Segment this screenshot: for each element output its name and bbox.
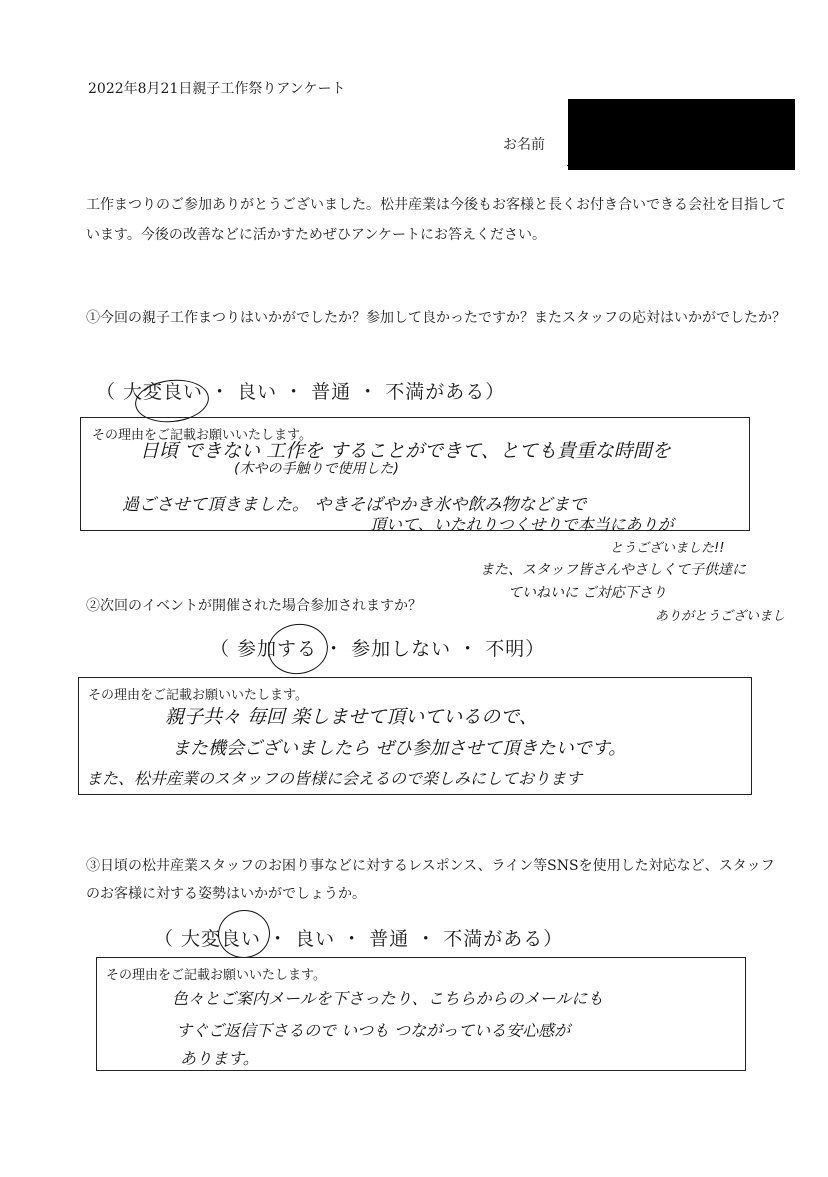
- name-label: お名前: [503, 137, 545, 153]
- q2-hand-line-3: また、松井産業のスタッフの皆様に会えるので楽しみにしております: [86, 769, 583, 788]
- question-2: ②次回のイベントが開催された場合参加されますか？: [86, 598, 422, 614]
- question-2-choices: （ 参加する ・ 参加しない ・ 不明）: [210, 638, 546, 660]
- q2-hand-line-2: また機会ございましたら ぜひ参加させて頂きたいです。: [172, 738, 627, 759]
- question-2-selected-circle: [265, 620, 331, 678]
- q1-hand-line-1: 日頃 できない 工作を することができて、とても貴重な時間を: [140, 440, 671, 462]
- question-1-choices: （ 大変良い ・ 良い ・ 普通 ・ 不満がある）: [96, 381, 506, 403]
- question-3-choices: （ 大変良い ・ 良い ・ 普通 ・ 不満がある）: [154, 928, 564, 950]
- q1-hand-line-3: 過ごさせて頂きました。 やきそばやかき氷や飲み物などまで: [122, 495, 587, 515]
- q2-hand-line-1: 親子共々 毎回 楽しませて頂いているので、: [165, 706, 538, 728]
- question-3-selected-circle: [216, 907, 273, 960]
- question-1-reason-label: その理由をご記載お願いいたします。: [92, 428, 312, 443]
- q1-hand-line-5: とうございました!!: [610, 541, 725, 556]
- q3-hand-line-3: あります。: [180, 1049, 259, 1068]
- q1-hand-line-8: ありがとうございまし: [655, 609, 786, 624]
- survey-title: 2022年8月21日親子工作祭りアンケート: [88, 81, 346, 97]
- question-1: ①今回の親子工作まつりはいかがでしたか？参加して良かったですか？またスタッフの応対はいかがでしたか？: [86, 310, 786, 326]
- name-redaction: [568, 99, 795, 170]
- question-3: ③日頃の松井産業スタッフのお困り事などに対するレスポンス、ライン等SNSを使用した対応など、スタッフのお客様に対する姿勢はいかがでしょうか。: [86, 858, 775, 902]
- q1-hand-line-6: また、スタッフ皆さんやさしくて子供達に: [480, 562, 746, 578]
- question-3-reason-label: その理由をご記載お願いいたします。: [106, 968, 326, 983]
- q1-hand-line-7: ていねいに ご対応下さり: [508, 585, 667, 601]
- q3-hand-line-2: すぐご返信下さるので いつも つながっている安心感が: [176, 1021, 571, 1040]
- q1-hand-line-4: 頂いて、いたれりつくせりで本当にありが: [370, 515, 674, 534]
- question-2-reason-label: その理由をご記載お願いいたします。: [88, 688, 308, 703]
- q1-hand-line-2: (木やの手触りで使用した): [234, 461, 399, 477]
- intro-text: 工作まつりのご参加ありがとうございました。松井産業は今後もお客様と長くお付き合いできる会社を目指しています。今後の改善などに活かすためぜひアンケートにお答えください。: [86, 197, 786, 243]
- q3-hand-line-1: 色々とご案内メールを下さったり、こちらからのメールにも: [172, 989, 604, 1008]
